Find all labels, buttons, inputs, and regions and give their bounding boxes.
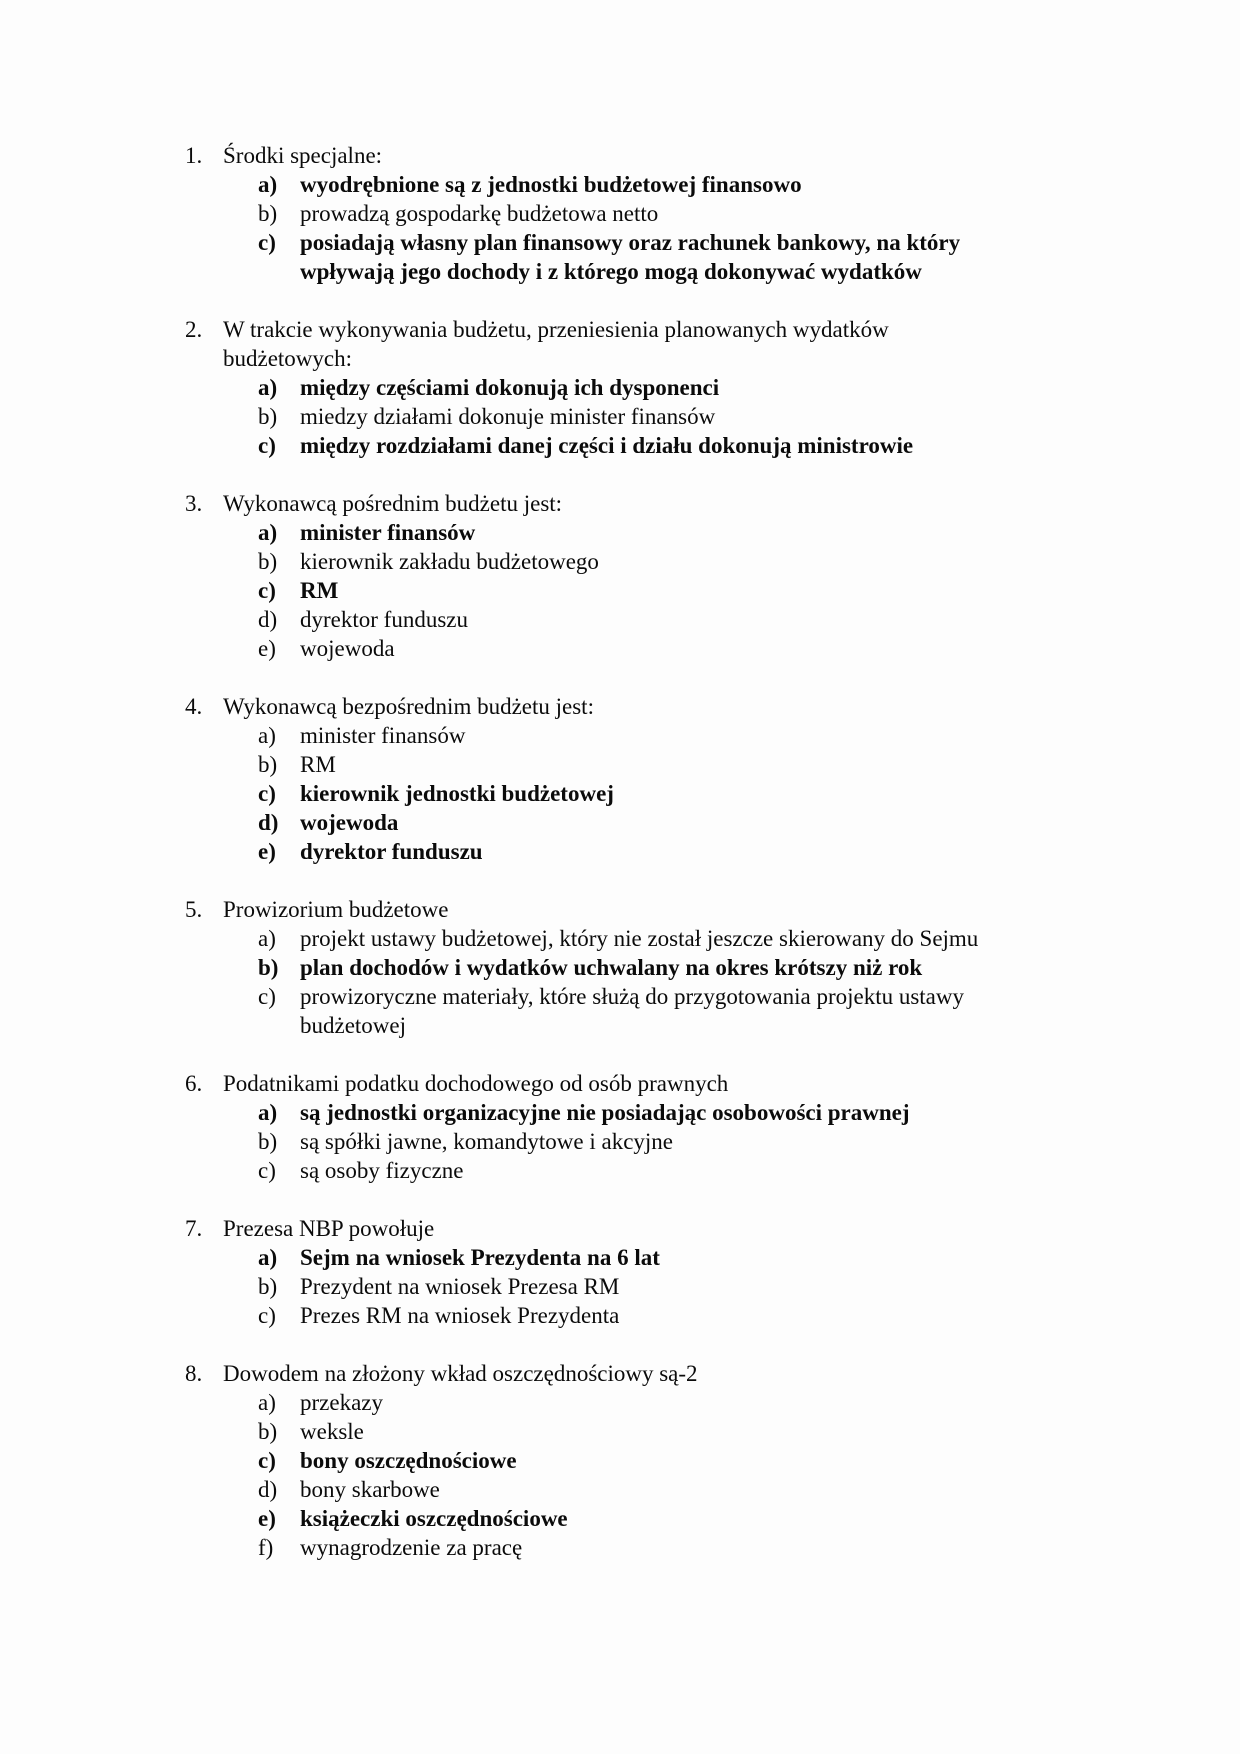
answer-option [258,953,1240,982]
option-letter: b) [258,549,278,574]
option-letter: d) [258,810,279,835]
answer-option [258,634,1240,663]
option-letter: a) [258,1100,278,1125]
option-letter: c) [258,1303,276,1328]
question [185,141,1240,286]
question [185,895,1240,1040]
question-list [185,141,1240,1562]
option-list [258,721,1240,866]
option-text: kierownik zakładu budżetowego [300,549,599,574]
option-letter: a) [258,926,276,951]
option-text: minister finansów [300,520,476,545]
question-heading [185,1359,1240,1388]
option-letter: c) [258,1448,276,1473]
option-text: między rozdziałami danej części i działu dokonują ministrowie [300,433,914,458]
option-letter: c) [258,433,276,458]
option-letter: b) [258,1419,278,1444]
question-title: Dowodem na złożony wkład oszczędnościowy są-2 [223,1361,698,1386]
question-title: W trakcie wykonywania budżetu, przeniesienia planowanych wydatków budżetowych: [223,317,889,371]
answer-option [258,1127,1240,1156]
option-letter: a) [258,723,276,748]
option-text: wyodrębnione są z jednostki budżetowej finansowo [300,172,802,197]
answer-option [258,1098,1240,1127]
question [185,1359,1240,1562]
answer-option [258,518,1240,547]
answer-option [258,750,1240,779]
option-list [258,924,1240,1040]
answer-option [258,1272,1240,1301]
option-text: prowadzą gospodarkę budżetowa netto [300,201,659,226]
option-letter: f) [258,1535,274,1560]
option-text: są osoby fizyczne [300,1158,464,1183]
answer-option [258,1475,1240,1504]
option-text: RM [300,752,336,777]
option-text: Prezes RM na wniosek Prezydenta [300,1303,620,1328]
option-list [258,170,1240,286]
option-letter: b) [258,404,278,429]
question [185,1214,1240,1330]
question-heading [185,1069,1240,1098]
option-letter: b) [258,1129,278,1154]
question-heading [185,1214,1240,1243]
question-number: 3. [185,491,203,516]
answer-option [258,1504,1240,1533]
option-letter: e) [258,636,276,661]
question-number: 1. [185,143,203,168]
option-text: prowizoryczne materiały, które służą do przygotowania projektu ustawy budżetowej [300,984,965,1038]
question [185,1069,1240,1185]
option-text: dyrektor funduszu [300,839,483,864]
option-text: RM [300,578,339,603]
option-letter: b) [258,955,279,980]
option-letter: c) [258,230,276,255]
question-title: Prowizorium budżetowe [223,897,449,922]
option-text: bony skarbowe [300,1477,440,1502]
option-list [258,1098,1240,1185]
option-list [258,1388,1240,1562]
question-number: 7. [185,1216,203,1241]
option-text: weksle [300,1419,364,1444]
answer-option [258,1533,1240,1562]
question [185,489,1240,663]
question-number: 5. [185,897,203,922]
answer-option [258,924,1240,953]
option-text: wojewoda [300,636,395,661]
question-title: Wykonawcą pośrednim budżetu jest: [223,491,563,516]
option-letter: a) [258,520,278,545]
question-heading [185,692,1240,721]
answer-option [258,199,1240,228]
question-number: 8. [185,1361,203,1386]
option-letter: b) [258,752,278,777]
option-letter: d) [258,607,278,632]
answer-option [258,721,1240,750]
option-text: minister finansów [300,723,466,748]
option-letter: b) [258,1274,278,1299]
option-letter: a) [258,1390,276,1415]
option-letter: a) [258,375,278,400]
option-text: posiadają własny plan finansowy oraz rachunek bankowy, na który wpływają jego dochody i z którego mogą dokonywać wydatków [300,230,961,284]
answer-option [258,1301,1240,1330]
question-title: Wykonawcą bezpośrednim budżetu jest: [223,694,594,719]
option-text: przekazy [300,1390,383,1415]
question-number: 6. [185,1071,203,1096]
question [185,692,1240,866]
option-text: są jednostki organizacyjne nie posiadając osobowości prawnej [300,1100,910,1125]
option-letter: e) [258,1506,276,1531]
answer-option [258,808,1240,837]
answer-option [258,431,1240,460]
option-text: Prezydent na wniosek Prezesa RM [300,1274,620,1299]
option-letter: a) [258,172,278,197]
option-text: Sejm na wniosek Prezydenta na 6 lat [300,1245,660,1270]
option-letter: c) [258,984,276,1009]
answer-option [258,605,1240,634]
option-text: są spółki jawne, komandytowe i akcyjne [300,1129,674,1154]
question-heading [185,489,1240,518]
option-letter: d) [258,1477,278,1502]
option-letter: c) [258,578,276,603]
question-number: 2. [185,317,203,342]
answer-option [258,1243,1240,1272]
option-letter: e) [258,839,276,864]
option-list [258,1243,1240,1330]
option-letter: c) [258,781,276,806]
answer-option [258,170,1240,199]
option-text: miedzy działami dokonuje minister finansów [300,404,716,429]
answer-option [258,547,1240,576]
answer-option [258,576,1240,605]
option-text: plan dochodów i wydatków uchwalany na okres krótszy niż rok [300,955,923,980]
answer-option [258,373,1240,402]
option-letter: a) [258,1245,278,1270]
question-heading [185,895,1240,924]
answer-option [258,228,1240,286]
question-heading [185,315,1240,373]
answer-option [258,1156,1240,1185]
question-heading [185,141,1240,170]
question-number: 4. [185,694,203,719]
option-list [258,518,1240,663]
answer-option [258,779,1240,808]
question-title: Środki specjalne: [223,143,383,168]
option-text: bony oszczędnościowe [300,1448,517,1473]
option-text: kierownik jednostki budżetowej [300,781,614,806]
answer-option [258,1417,1240,1446]
option-text: projekt ustawy budżetowej, który nie został jeszcze skierowany do Sejmu [300,926,979,951]
option-list [258,373,1240,460]
answer-option [258,1388,1240,1417]
answer-option [258,982,1240,1040]
option-letter: c) [258,1158,276,1183]
answer-option [258,837,1240,866]
option-text: książeczki oszczędnościowe [300,1506,568,1531]
option-letter: b) [258,201,278,226]
answer-option [258,402,1240,431]
question-title: Prezesa NBP powołuje [223,1216,435,1241]
option-text: dyrektor funduszu [300,607,468,632]
option-text: między częściami dokonują ich dysponenci [300,375,720,400]
question-title: Podatnikami podatku dochodowego od osób prawnych [223,1071,729,1096]
option-text: wynagrodzenie za pracę [300,1535,523,1560]
option-text: wojewoda [300,810,399,835]
answer-option [258,1446,1240,1475]
question [185,315,1240,460]
